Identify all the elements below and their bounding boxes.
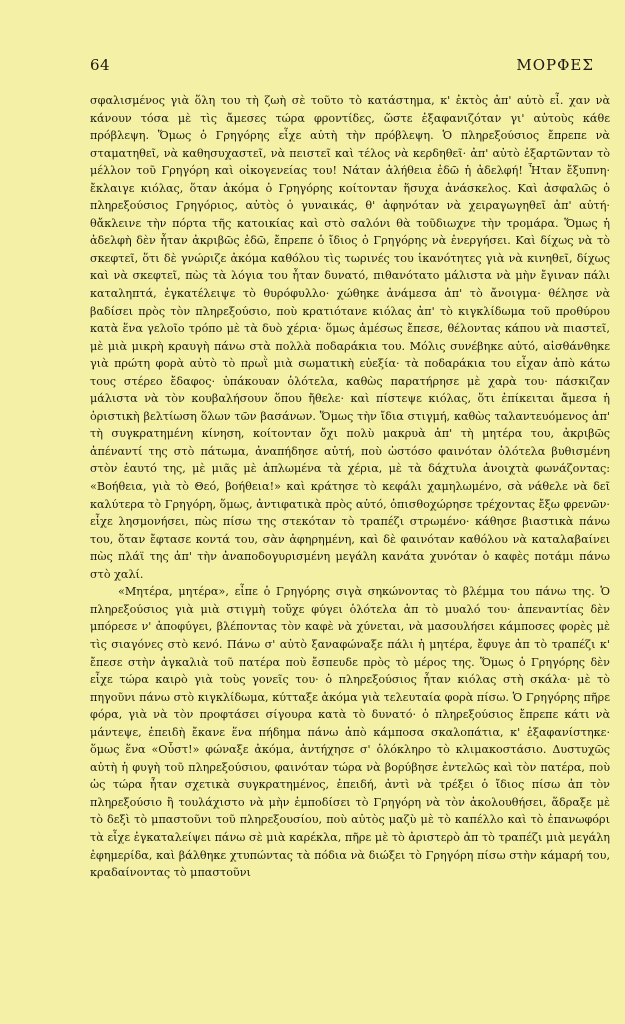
running-title: ΜΟΡΦΕΣ xyxy=(516,56,594,74)
paragraph: «Μητέρα, μητέρα», εἶπε ὁ Γρηγόρης σιγὰ σηκώνοντας τὸ βλέμμα του πάνω της. Ὁ πληρεξούσιος γιὰ μιὰ στιγμὴ τοὔχε φύγει ὁλότελα ἀπ τὸ μυαλό του· ἀπεναντίας δὲν μπόρεσε ν' ἀποφύγει, βλέποντας τὸν καφὲ νὰ χύνεται, νὰ μασουλήσει κάμποσες φορὲς μὲ τὶς σιαγόνες στὸ κενό. Πάνω σ' αὐτὸ ξαναφώναξε πάλι ἡ μητέρα, ἔφυγε ἀπ τὸ τραπέζι κ' ἔπεσε στὴν ἀγκαλιὰ τοῦ πατέρα ποὺ ἔσπευδε πρὸς τὸ μέρος της. Ὅμως ὁ Γρηγόρης δὲν εἶχε τώρα καιρὸ γιὰ τοὺς γονεῖς του· ὁ πληρεξούσιος ἦταν κιόλας στὴ σκάλα· μὲ τὸ πηγοῦνι πάνω στὸ κιγκλίδωμα, κύτταξε ἀκόμα γιὰ τελευταία φορὰ πίσω. Ὁ Γρηγόρης πῆρε φόρα, γιὰ νὰ τὸν προφτάσει σίγουρα κατὰ τὸ δυνατό· ὁ πληρεξούσιος ἔπρεπε κάτι νὰ μάντεψε, ἐπειδὴ ἔκανε ἕνα πήδημα πάνω ἀπὸ κάμποσα σκαλοπάτια, κ' ἐξαφανίστηκε· ὅμως ἕνα «Οὖστ!» φώναξε ἀκόμα, ἀντήχησε σ' ὁλόκληρο τὸ κλιμακοστάσιο. Δυστυχῶς αὐτὴ ἡ φυγὴ τοῦ πληρεξούσιου, φαινόταν τώρα νὰ βορύβησε ἐντελῶς καὶ τὸν πατέρα, ποὺ ὡς τώρα ἦταν σχετικὰ συγκρατημένος, ἐπειδή, ἀντὶ νὰ τρέξει ὁ ἴδιος πίσω ἀπ τὸν πληρεξούσιο ἢ τουλάχιστο νὰ μὴν ἐμποδίσει τὸ Γρηγόρη νὰ τὸν ἀκολουθήσει, ἅδραξε μὲ τὸ δεξὶ τὸ μπαστοῦνι τοῦ πληρεξουσίου, ποὺ αὐτὸς μαζὺ μὲ τὸ καπέλλο καὶ τὸ ἐπανωφόρι τὰ εἶχε ἐγκαταλείψει πάνω σὲ μιὰ καρέκλα, πῆρε μὲ τὸ ἀριστερὸ ἀπ τὸ τραπέζι μιὰ μεγάλη ἐφημερίδα, καὶ βάλθηκε χτυπώντας τὰ πόδια νὰ διώξει τὸ Γρηγόρη πίσω στὴν κάμαρή του, κραδαίνοντας τὸ μπαστοῦνι xyxy=(90,585,610,880)
body-text xyxy=(90,92,610,882)
page-number: 64 xyxy=(90,56,111,74)
paragraph-continued: σφαλισμένος γιὰ ὅλη του τὴ ζωὴ σὲ τοῦτο τὸ κατάστημα, κ' ἐκτὸς ἀπ' αὐτὸ εἶ. χαν νὰ κάνουν τόσα μὲ τὶς ἄμεσες τώρα φροντίδες, ὥστε ἐξαφανιζόταν γι' αὐτοὺς κάθε πρόβλεψη. Ὅμως ὁ Γρηγόρης εἶχε αὐτὴ τὴν πρόβλεψη. Ὁ πληρεξούσιος ἔπρεπε νὰ σταματηθεῖ, νὰ καθησυχαστεῖ, νὰ πειστεῖ καὶ τέλος νὰ κερδηθεῖ· ἀπ' αὐτὸ ἐξαρτῶνταν τὸ μέλλον τοῦ Γρηγόρη καὶ οἰκογενείας του! Νάταν ἀλήθεια ἐδῶ ἡ ἀδελφή! Ἦταν ἔξυπνη· ἔκλαιγε κιόλας, ὅταν ἀκόμα ὁ Γρηγόρης κοίτονταν ἥσυχα ἀνάσκελος. Καὶ ἀσφαλῶς ὁ πληρεξούσιος Γρηγόριος, αὐτὸς ὁ γυναικάς, θ' ἀφηνόταν νὰ χειραγωγηθεῖ ἀπ' αὐτή· θἄκλεινε τὴν πόρτα τῆς κατοικίας καὶ στὸ σαλόνι θὰ τοῦδιωχνε τὴν τρομάρα. Ὅμως ἡ ἀδελφὴ δὲν ἦταν ἀκριβῶς ἐδῶ, ἔπρεπε ὁ ἴδιος ὁ Γρηγόρης νὰ ἐνεργήσει. Καὶ δίχως νὰ τὸ σκεφτεῖ, ὅτι δὲ γνώριζε ἀκόμα καθόλου τὶς τωρινές του ἱκανότητες γιὰ νὰ κινηθεῖ, δίχως καὶ νὰ σκεφτεῖ, πὼς τὰ λόγια του ἦταν δυνατό, πιθανότατο μάλιστα νὰ μὴν ἔγιναν πάλι καταληπτά, ἐγκατέλειψε τὸ θυρόφυλλο· χώθηκε ἀνάμεσα ἀπ' τὸ ἄνοιγμα· θέλησε νὰ βαδίσει πρὸς τὸν πληρεξούσιο, ποὺ κρατιότανε κιόλας ἀπ' τὸ κιγκλίδωμα τοῦ προθύρου κατὰ ἕνα γελοῖο τρόπο μὲ τὰ δυὸ χέρια· ὅμως ἀμέσως ἔπεσε, θέλοντας κάπου νὰ πιαστεῖ, μὲ μιὰ μικρὴ κραυγὴ πάνω στὰ πολλὰ ποδαράκια του. Μόλις συνέβηκε αὐτό, αἰσθάνθηκε γιὰ πρώτη φορὰ αὐτὸ τὸ πρωῒ μιὰ σωματικὴ εὐεξία· τὰ ποδαράκια του εἶχαν ἀπὸ κάτω τους στέρεο ἔδαφος· ὑπάκουαν ὁλότελα, καθὼς παρατήρησε μὲ χαρὰ του· πάσκιζαν μάλιστα νὰ τὸν κουβαλήσουν ὅπου ἤθελε· καὶ πίστεψε κιόλας, ὅτι ἐπίκειται ἄμεσα ἡ ὁριστικὴ βελτίωση ὅλων τῶν βασάνων. Ὅμως τὴν ἴδια στιγμή, καθὼς ταλαντευόμενος ἀπ' τὴ συγκρατημένη κίνηση, κοίτονταν ὄχι πολὺ μακρυὰ ἀπ' τὴ μητέρα του, ἀκριβῶς ἀπέναντί της στὸ πάτωμα, ἀναπήδησε αὐτή, ποὺ ὡστόσο φαινόταν ὁλότελα βυθισμένη στὸν ἑαυτό της, μὲ μιᾶς μὲ ἁπλωμένα τὰ χέρια, μὲ τὰ δάχτυλα ἀνοιχτὰ φωνάζοντας: «Βοήθεια, γιὰ τὸ Θεό, βοήθεια!» καὶ κράτησε τὸ κεφάλι χαμηλωμένο, σὰ νάθελε νὰ δεῖ καλύτερα τὸ Γρηγόρη, ὅμως, ἀντιφατικὰ πρὸς αὐτό, ὀπισθοχώρησε τρέχοντας ἔξω φρενῶν· εἶχε λησμονήσει, πὼς πίσω της στεκόταν τὸ τραπέζι στρωμένο· κάθησε βιαστικὰ πάνω του, ὅταν ἔφτασε κοντά του, σὰν ἀφηρημένη, καὶ δὲ φαινόταν καθόλου νὰ καταλαβαίνει πὼς πλάϊ της ἀπ' τὴν ἀναποδογυρισμένη μεγάλη κανάτα χυνόταν ὁ καφὲς ποτάμι πάνω στὸ χαλί. xyxy=(90,94,610,581)
